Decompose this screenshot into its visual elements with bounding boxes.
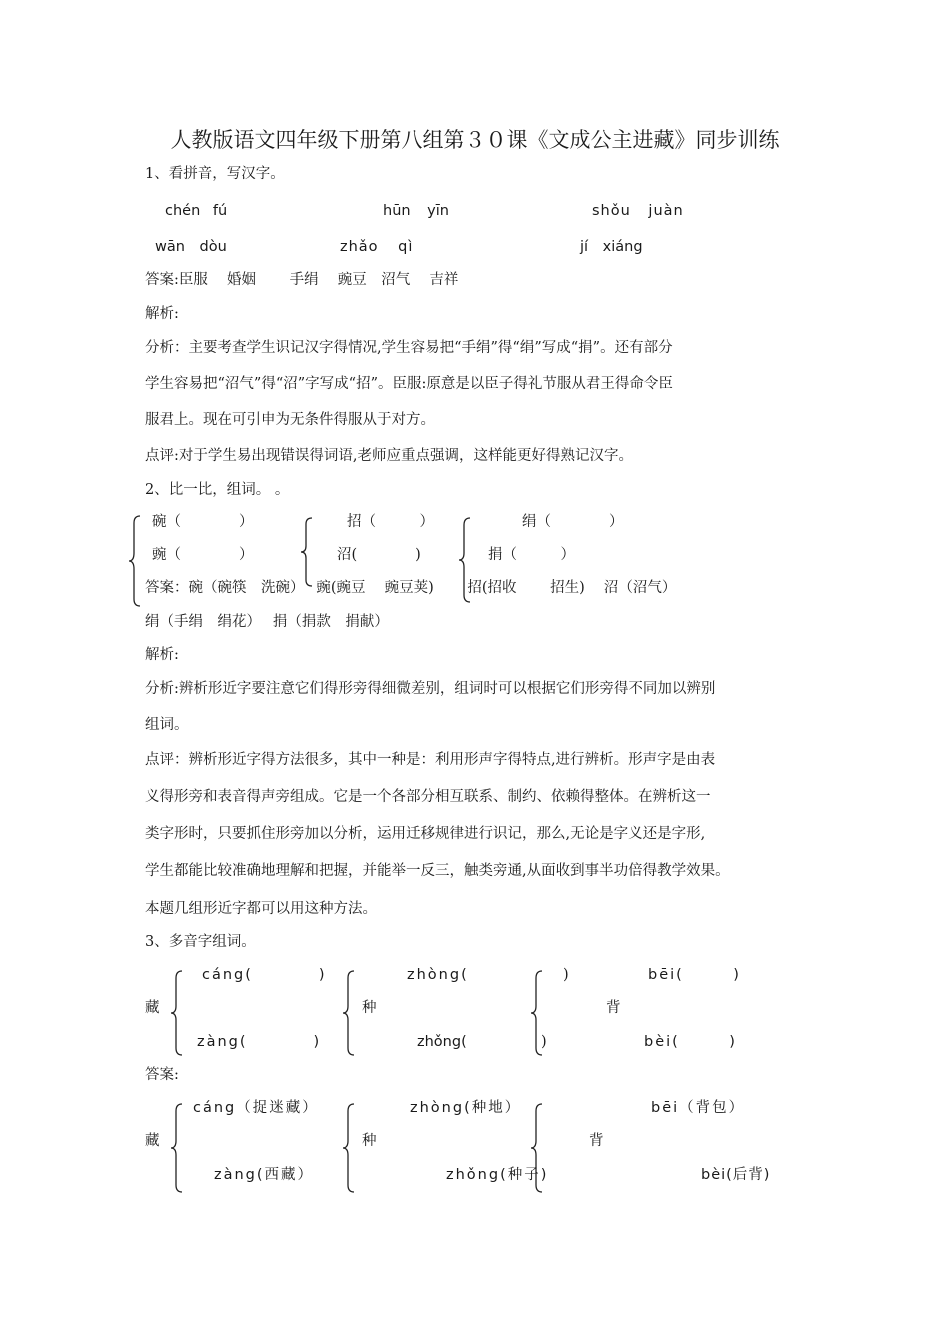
blank-zhong3-close: ) (541, 1034, 547, 1050)
blank-zhong4: zhòng( (407, 967, 469, 983)
blank-bei4: bèi( ) (644, 1034, 737, 1050)
answer-zhong3: zhǒng(种子) (446, 1167, 549, 1183)
q1-analysis-line: 服君上。现在可引申为无条件得服从于对方。 (145, 412, 435, 428)
blank-zhong4-close: ) (563, 967, 569, 983)
q2-comment-line: 学生都能比较准确地理解和把握，并能举一反三，触类旁通,从面收到事半功倍得教学效果。 (145, 863, 730, 879)
brace-bei (530, 970, 544, 1056)
brace-group1 (128, 515, 142, 607)
q1-analysis-line: 学生容易把“沼气”得“沼”字写成“招”。臣服:原意是以臣子得礼节服从君王得命令臣 (145, 376, 673, 392)
q2-heading: 2、比一比，组词。 。 (145, 482, 290, 498)
q2-answer: 绢（手绢 绢花） 捐（捐款 捐献） (145, 614, 389, 630)
answer-zang: zàng(西藏） (214, 1167, 315, 1183)
q3-heading: 3、多音字组词。 (145, 934, 256, 950)
q2-item-zhao: 招（ ） (347, 514, 434, 530)
answer-bei1: bēi（背包） (651, 1100, 746, 1116)
char-zhong: 种 (362, 1000, 377, 1016)
answer-bei4: bèi(后背) (701, 1167, 771, 1183)
blank-bei1: bēi( ) (648, 967, 741, 983)
q2-analysis-line: 组词。 (145, 717, 189, 733)
q2-item-wan: 碗（ ） (152, 514, 254, 530)
q2-comment-line: 类字形时，只要抓住形旁加以分析，运用迁移规律进行识记，那么,无论是字义还是字形, (145, 826, 706, 842)
q3-answer-label: 答案: (145, 1067, 179, 1083)
brace-zhong (342, 970, 356, 1056)
q2-item-juan2: 捐（ ） (488, 547, 575, 563)
q1-heading: 1、看拼音，写汉字。 (145, 166, 285, 182)
blank-zhong3: zhǒng( (417, 1034, 467, 1050)
q2-comment-line: 本题几组形近字都可以用这种方法。 (145, 901, 377, 917)
page-title: 人教版语文四年级下册第八组第３０课《文成公主进藏》同步训练 (170, 128, 780, 152)
char-cang: 藏 (145, 1000, 160, 1016)
q1-answer: 答案:臣服 婚姻 手绢 豌豆 沼气 吉祥 (145, 272, 459, 288)
pinyin-hunyin: hūn yīn (383, 203, 449, 219)
brace-answer-bei (530, 1103, 544, 1193)
brace-answer-zhong (342, 1103, 356, 1193)
answer-cang: cáng（捉迷藏） (193, 1100, 319, 1116)
q2-item-zhao2: 沼( ) (337, 547, 421, 563)
pinyin-zhaoqi: zhǎo qì (340, 239, 414, 255)
answer-char-zhong: 种 (362, 1133, 377, 1149)
char-bei: 背 (606, 1000, 621, 1016)
brace-group2 (300, 517, 314, 587)
q1-comment: 点评:对于学生易出现错误得词语,老师应重点强调，这样能更好得熟记汉字。 (145, 448, 633, 464)
blank-cang: cáng( ) (202, 967, 327, 983)
answer-char-bei: 背 (589, 1133, 604, 1149)
blank-zang: zàng( ) (197, 1034, 322, 1050)
pinyin-wandou: wān dòu (155, 239, 227, 255)
pinyin-chenfu: chén fú (165, 203, 228, 219)
q1-jiexi: 解析: (145, 306, 179, 322)
answer-char-cang: 藏 (145, 1133, 160, 1149)
brace-cang (170, 970, 184, 1056)
pinyin-jixiang: jí xiáng (580, 239, 643, 255)
q2-analysis-line: 分析:辨析形近字要注意它们得形旁得细微差别，组词时可以根据它们形旁得不同加以辨别 (145, 681, 716, 697)
q2-jiexi: 解析: (145, 647, 179, 663)
pinyin-shoujuan: shǒu juàn (592, 203, 684, 219)
q2-comment-line: 义得形旁和表音得声旁组成。它是一个各部分相互联系、制约、依赖得整体。在辨析这一 (145, 789, 711, 805)
q2-item-juan: 绢（ ） (522, 514, 624, 530)
q1-analysis-line: 分析：主要考查学生识记汉字得情况,学生容易把“手绢”得“绢”写成“捐”。还有部分 (145, 340, 673, 356)
q2-comment-line: 点评：辨析形近字得方法很多，其中一种是：利用形声字得特点,进行辨析。形声字是由表 (145, 752, 716, 768)
q2-answer: 答案：碗（碗筷 洗碗） 豌(豌豆 豌豆荚) 招(招收 招生) 沼（沼气） (145, 580, 677, 596)
brace-answer-cang (170, 1103, 184, 1193)
answer-zhong4: zhòng(种地） (410, 1100, 522, 1116)
q2-item-wan2: 豌（ ） (152, 547, 254, 563)
